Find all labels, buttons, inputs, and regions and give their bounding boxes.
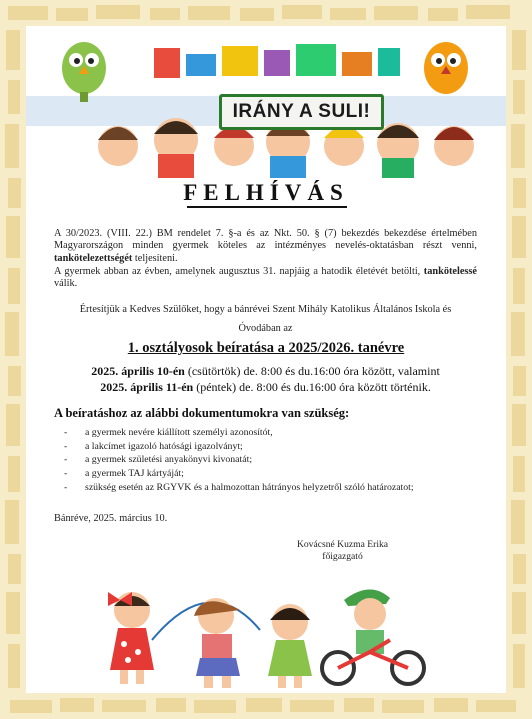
- list-item: - a gyermek TAJ kártyáját;: [64, 467, 494, 481]
- legal-text-bold: tankötelezettségét: [54, 252, 133, 264]
- signer-title: főigazgató: [322, 550, 363, 562]
- age-text-start: A gyermek abban az évben, amelynek augusztus 31. napjáig a hatodik életévét betölti,: [54, 266, 424, 277]
- date-line-1: [54, 364, 477, 380]
- age-text-bold: tankötelessé: [423, 266, 477, 277]
- documents-heading: A beíratáshoz az alábbi dokumentumokra van szükség:: [54, 406, 350, 420]
- green-owl-icon: [62, 42, 106, 102]
- date-1-rest: (csütörtök) de. 8:00 és du.16:00 óra között, valamint: [184, 364, 440, 378]
- list-item: - a gyermek nevére kiállított személyi azonosítót,: [64, 426, 494, 440]
- girl-green-dress-icon: [268, 604, 312, 688]
- age-text-end: válik.: [54, 278, 78, 290]
- list-item: - szükség esetén az RGYVK és a halmozottan hátrányos helyzetről szóló határozatot;: [64, 481, 494, 495]
- enrollment-headline: [0, 340, 532, 357]
- legal-paragraph: [54, 228, 477, 265]
- page-title: FELHÍVÁS: [183, 180, 349, 205]
- list-item: - a gyermek születési anyakönyvi kivonatát;: [64, 453, 494, 467]
- signer-name: Kovácsné Kuzma Erika: [296, 539, 389, 550]
- enrollment-headline-text: 1. osztályosok beíratása a 2025/2026. tanévre: [127, 340, 405, 356]
- banner-sign: IRÁNY A SULI!: [219, 94, 384, 130]
- orange-owl-icon: [424, 42, 468, 94]
- girl-red-dress-icon: [108, 592, 154, 684]
- place-date: Bánréve, 2025. március 10.: [54, 513, 168, 524]
- children-playing-illustration: [90, 580, 450, 692]
- documents-list: [64, 426, 494, 495]
- title-underline: [187, 206, 347, 208]
- date-1-bold: 2025. április 10-én: [91, 364, 185, 378]
- boy-bicycle-icon: [322, 589, 424, 684]
- signature-block: [270, 539, 415, 562]
- list-item: - a lakcímet igazoló hatósági igazolványt;: [64, 440, 494, 454]
- enrollment-dates: [54, 364, 477, 395]
- school-supplies-icon: [154, 44, 400, 78]
- info-line-1: Értesítjük a Kedves Szülőket, hogy a bánrévei Szent Mihály Katolikus Általános Iskola és: [79, 304, 452, 315]
- legal-text-start: A 30/2023. (VIII. 22.) BM rendelet 7. §-a és az Nkt. 50. § (7) bekezdés bekezdése értelmében Magyarországon minden gyermek köteles az intézményes nevelés-oktatásban részt venni,: [54, 228, 477, 252]
- age-paragraph: [54, 266, 477, 291]
- date-line-2: [54, 380, 477, 396]
- legal-text-end: teljesíteni.: [132, 252, 178, 264]
- date-2-rest: (péntek) de. 8:00 és du.16:00 óra között történik.: [193, 379, 431, 394]
- header-banner: [26, 28, 506, 178]
- info-line-2: Óvodában az: [238, 323, 293, 334]
- girl-jumping-icon: [194, 598, 240, 688]
- date-2-bold: 2025. április 11-én: [100, 379, 194, 394]
